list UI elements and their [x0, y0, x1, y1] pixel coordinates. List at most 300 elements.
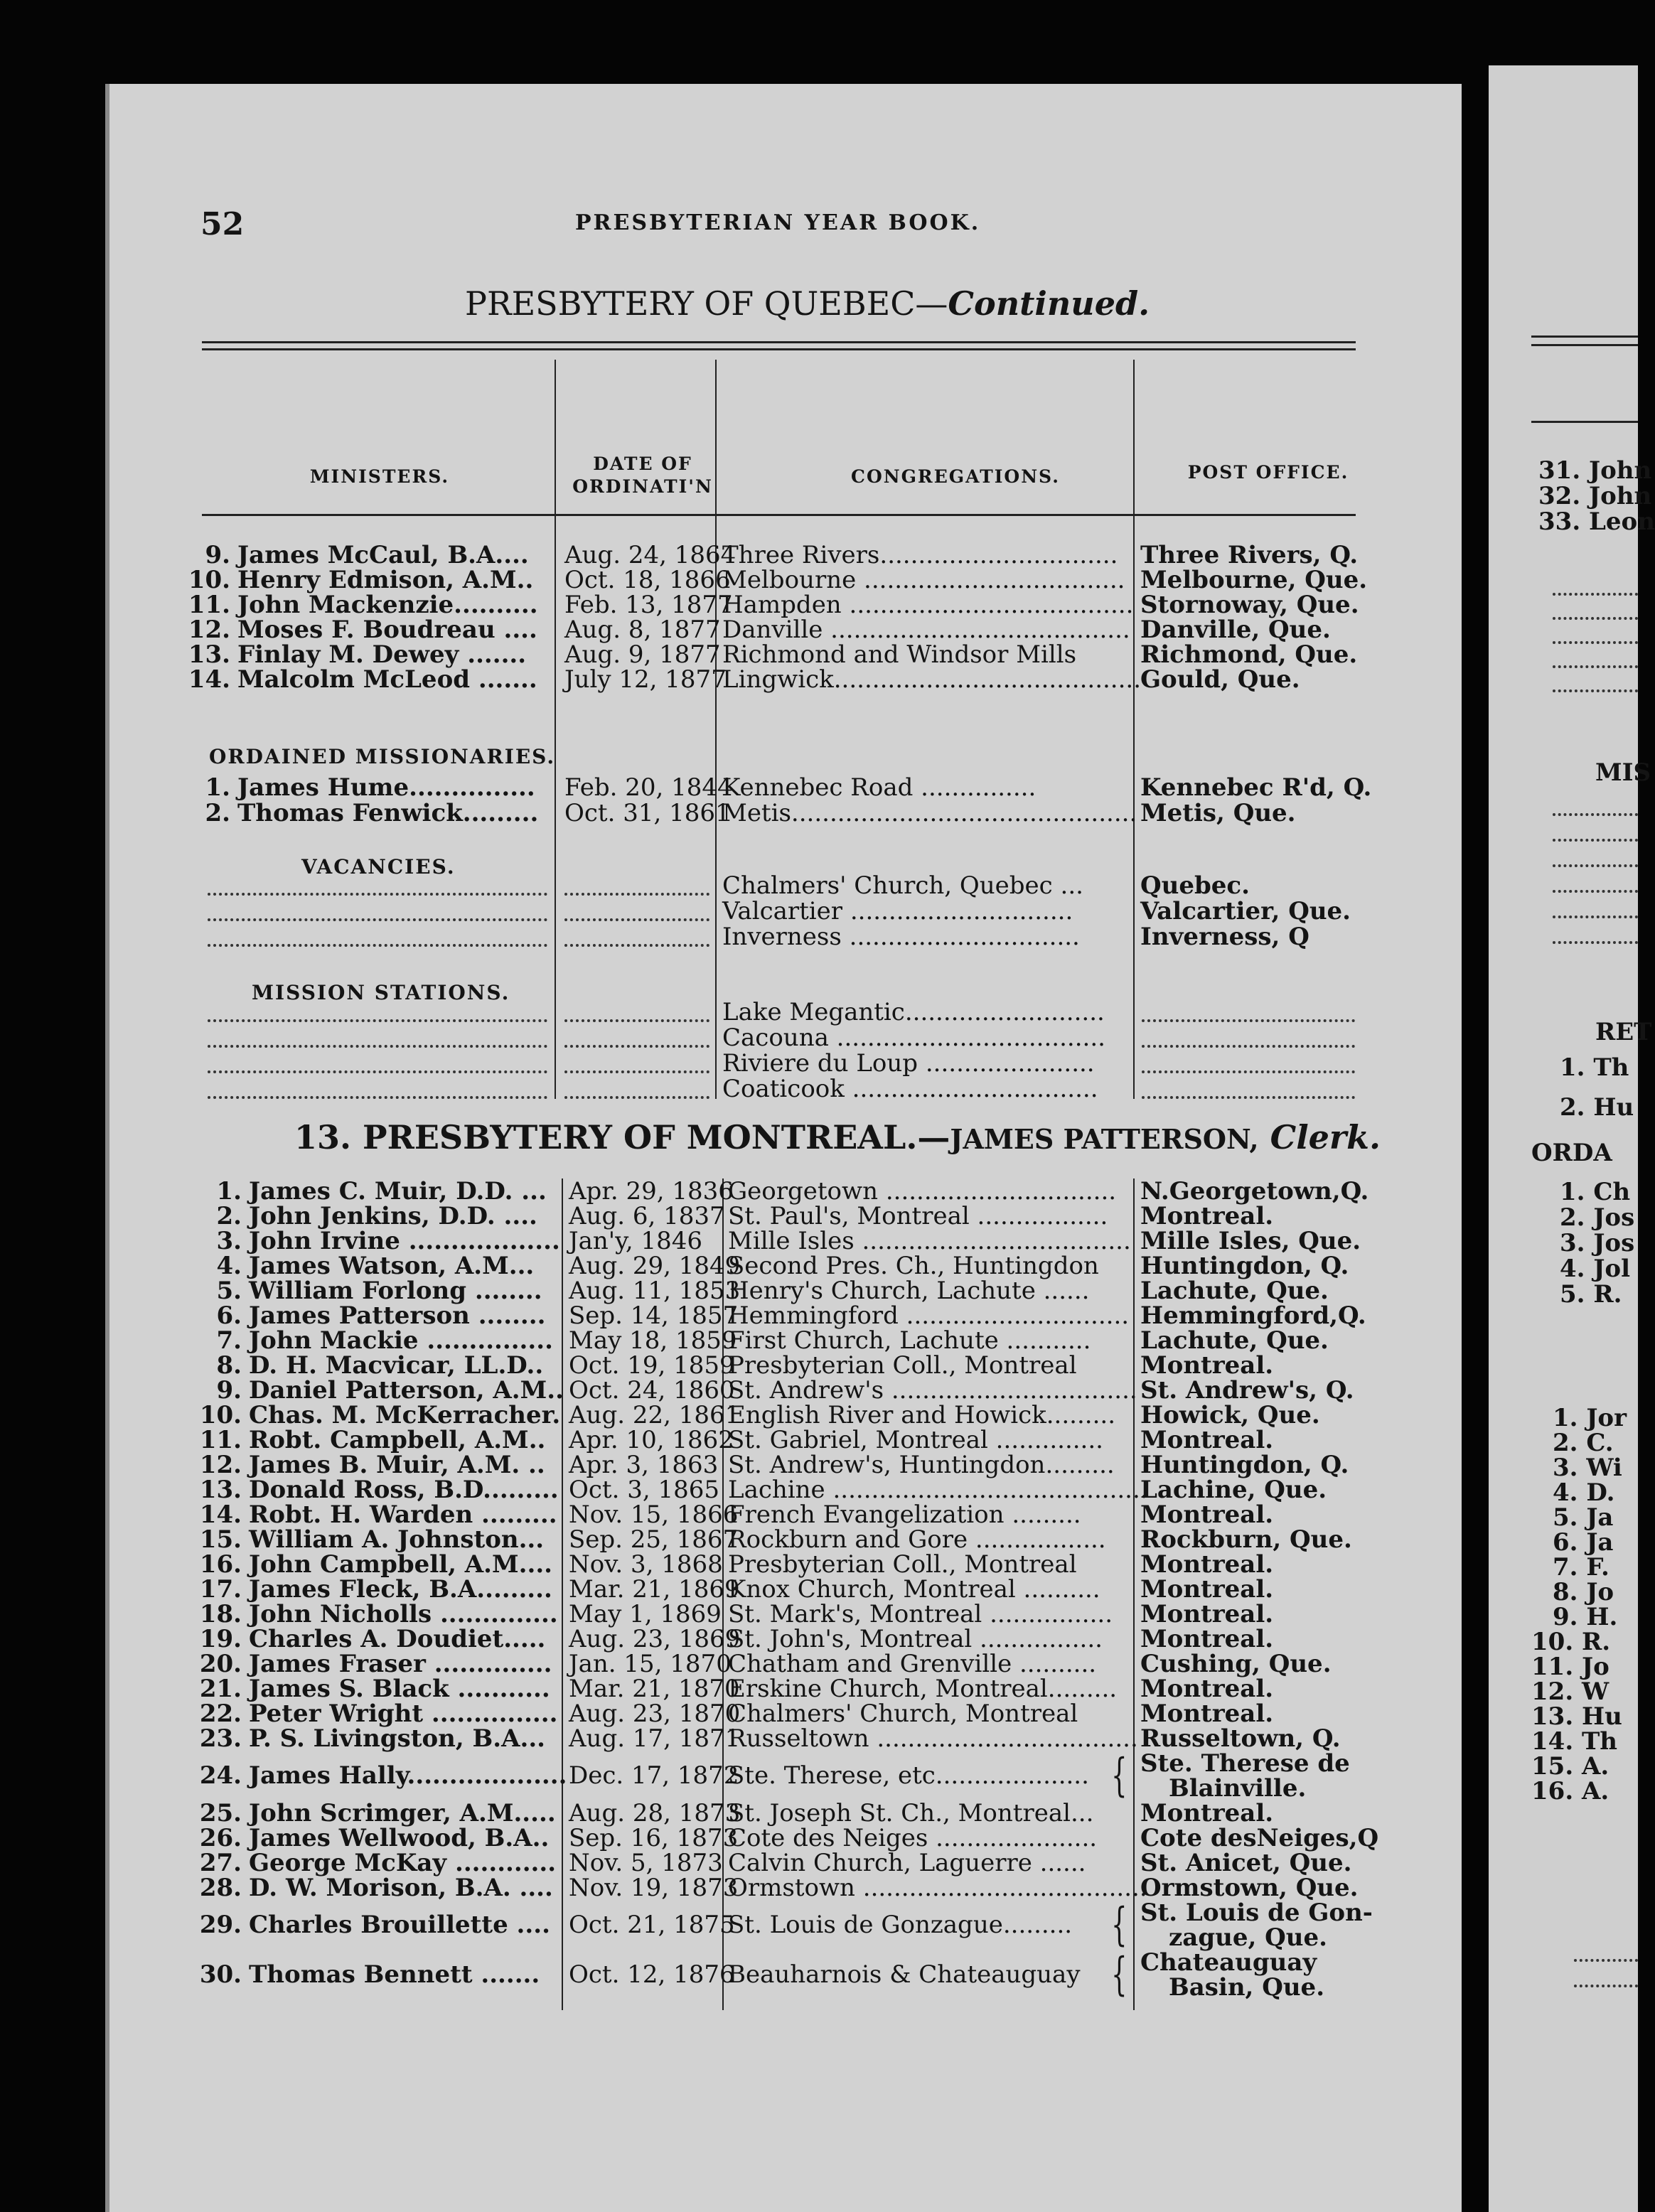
- facing-page-text: 13. Hu: [1531, 1702, 1622, 1731]
- column-divider: [555, 360, 556, 1099]
- post-office-line: Montreal.: [1140, 1550, 1274, 1579]
- dotted-leader: [1553, 614, 1638, 620]
- congregation: Lake Megantic..........................: [722, 998, 1105, 1026]
- entry-number: 11.: [199, 1426, 242, 1454]
- ordination-date: Sep. 16, 1873: [569, 1824, 739, 1852]
- post-office: [109, 1353, 1462, 1378]
- header-date-2: ORDINATI'N: [572, 476, 713, 497]
- dotted-leader: [1142, 1016, 1355, 1022]
- dotted-leader: [1553, 887, 1638, 893]
- entry-number: 2.: [216, 1202, 242, 1230]
- minister-name: James Hume...............: [237, 773, 535, 802]
- dotted-leader: [1574, 1956, 1638, 1962]
- entry-number: 10.: [199, 1401, 242, 1429]
- post-office-line: Basin, Que.: [1169, 1973, 1325, 2002]
- clerk-label: Clerk.: [1270, 1118, 1381, 1156]
- table-row: [109, 642, 1462, 667]
- congregation: Richmond and Windsor Mills: [722, 640, 1077, 669]
- minister-name: Thomas Fenwick.........: [237, 799, 539, 827]
- post-office-line: Montreal.: [1140, 1202, 1274, 1230]
- post-office: [109, 1825, 1462, 1851]
- ordination-date: Aug. 23, 1870: [569, 1700, 741, 1728]
- ordination-date: Aug. 17, 1871: [569, 1724, 741, 1753]
- post-office: Three Rivers, Q.: [1140, 541, 1359, 569]
- entry-number: 30.: [199, 1960, 242, 1989]
- post-office: [109, 1477, 1462, 1503]
- congregation: Riviere du Loup ......................: [722, 1049, 1095, 1078]
- congregation: Cote des Neiges .....................: [728, 1824, 1098, 1852]
- minister-name: James B. Muir, A.M. ..: [249, 1451, 545, 1479]
- ordination-date: Mar. 21, 1870: [569, 1675, 740, 1703]
- entry-number: 10.: [188, 566, 230, 594]
- minister-name: Robt. Campbell, A.M..: [249, 1426, 546, 1454]
- minister-name: Moses F. Boudreau ....: [237, 616, 537, 644]
- post-office: [109, 1776, 1462, 1801]
- post-office: Danville, Que.: [1140, 616, 1331, 644]
- minister-name: Daniel Patterson, A.M..: [249, 1376, 564, 1405]
- top-rule-1: [202, 341, 1356, 343]
- ordination-date: Sep. 25, 1867: [569, 1525, 739, 1554]
- congregation: Chalmers' Church, Montreal: [728, 1700, 1078, 1728]
- congregation: Coaticook ................................: [722, 1075, 1098, 1103]
- facing-page-text: 1. Jor: [1553, 1404, 1627, 1432]
- facing-rule: [1531, 421, 1638, 423]
- facing-page-text: 5. R.: [1560, 1280, 1622, 1309]
- congregation: Cacouna ...................................: [722, 1024, 1105, 1052]
- minister-name: John Scrimger, A.M.....: [249, 1799, 556, 1827]
- post-office-line: Montreal.: [1140, 1625, 1274, 1653]
- post-office: [109, 1577, 1462, 1602]
- minister-name: James Hally...................: [249, 1761, 567, 1790]
- facing-page-text: 33. Leon: [1538, 508, 1655, 536]
- entry-number: 9.: [205, 541, 230, 569]
- dotted-leader: [208, 941, 547, 947]
- ordination-date: May 18, 1859: [569, 1326, 737, 1355]
- post-office-line: Cote desNeiges,Q: [1140, 1824, 1379, 1852]
- post-office-line: Cushing, Que.: [1140, 1650, 1332, 1678]
- post-office-line: Huntingdon, Q.: [1140, 1451, 1349, 1479]
- facing-page-text: 31. John: [1538, 456, 1652, 485]
- facing-page-text: 4. Jol: [1560, 1255, 1631, 1283]
- minister-name: John Mackie ...............: [249, 1326, 553, 1355]
- post-office: [109, 1179, 1462, 1204]
- ordination-date: Oct. 19, 1859: [569, 1351, 735, 1380]
- facing-page-text: RET: [1595, 1018, 1652, 1046]
- minister-name: Donald Ross, B.D.........: [249, 1476, 559, 1504]
- ordination-date: Feb. 20, 1844: [564, 773, 733, 802]
- column-divider: [1133, 360, 1135, 1099]
- congregation: St. Joseph St. Ch., Montreal...: [728, 1799, 1094, 1827]
- facing-rule: [1531, 335, 1638, 338]
- congregation: Beauharnois & Chateauguay: [728, 1960, 1081, 1989]
- post-office: [109, 1253, 1462, 1279]
- ordination-date: Jan'y, 1846: [569, 1227, 702, 1255]
- table-row: [109, 800, 1462, 826]
- post-office: [109, 1651, 1462, 1677]
- ordination-date: Apr. 3, 1863: [569, 1451, 719, 1479]
- post-office: [109, 1626, 1462, 1652]
- entry-number: 12.: [199, 1451, 242, 1479]
- entry-number: 2.: [205, 799, 230, 827]
- dotted-leader: [1553, 810, 1638, 816]
- ordination-date: Oct. 24, 1860: [569, 1376, 735, 1405]
- entry-number: 29.: [199, 1911, 242, 1939]
- entry-number: 23.: [199, 1724, 242, 1753]
- top-rule-2: [202, 348, 1356, 350]
- entry-number: 12.: [188, 616, 230, 644]
- entry-number: 5.: [216, 1277, 242, 1305]
- table-row: [109, 617, 1462, 643]
- entry-number: 6.: [216, 1301, 242, 1330]
- dotted-leader: [208, 1093, 547, 1099]
- entry-number: 20.: [199, 1650, 242, 1678]
- congregation: Hampden .....................................: [722, 591, 1134, 619]
- post-office: [109, 1427, 1462, 1453]
- post-office-line: Montreal.: [1140, 1575, 1274, 1604]
- minister-name: George McKay ............: [249, 1849, 557, 1877]
- post-office: [109, 1228, 1462, 1254]
- entry-number: 19.: [199, 1625, 242, 1653]
- ordination-date: Aug. 11, 1853: [569, 1277, 741, 1305]
- post-office: [109, 1701, 1462, 1727]
- post-office: [109, 1975, 1462, 2000]
- dotted-leader: [208, 890, 547, 896]
- post-office: [109, 1925, 1462, 1950]
- post-office: [109, 1800, 1462, 1826]
- entry-number: 27.: [199, 1849, 242, 1877]
- congregation: Valcartier .............................: [722, 897, 1073, 925]
- entry-number: 1.: [205, 773, 230, 802]
- entry-number: 24.: [199, 1761, 242, 1790]
- entry-number: 14.: [188, 665, 230, 694]
- congregation: Lachine .........................................: [728, 1476, 1148, 1504]
- congregation: St. Mark's, Montreal ................: [728, 1600, 1113, 1628]
- congregation: English River and Howick.........: [728, 1401, 1115, 1429]
- congregation: Presbyterian Coll., Montreal: [728, 1351, 1077, 1380]
- entry-number: 18.: [199, 1600, 242, 1628]
- congregation: Presbyterian Coll., Montreal: [728, 1550, 1077, 1579]
- congregation: Henry's Church, Lachute ......: [728, 1277, 1090, 1305]
- header-congregations: CONGREGATIONS.: [851, 466, 1060, 487]
- facing-page-text: 16. A.: [1531, 1777, 1610, 1805]
- congregation: Three Rivers...............................: [722, 541, 1118, 569]
- congregation: Melbourne ..................................: [722, 566, 1125, 594]
- vacancies-label: VACANCIES.: [301, 855, 456, 879]
- post-office-line: Hemmingford,Q.: [1140, 1301, 1366, 1330]
- congregation: Knox Church, Montreal ..........: [728, 1575, 1100, 1604]
- congregation: Lingwick........................................: [722, 665, 1142, 694]
- post-office-line: Huntingdon, Q.: [1140, 1252, 1349, 1280]
- facing-page-text: 3. Jos: [1560, 1229, 1635, 1257]
- entry-number: 15.: [199, 1525, 242, 1554]
- minister-name: James S. Black ...........: [249, 1675, 550, 1703]
- dotted-leader: [1553, 638, 1638, 644]
- entry-number: 1.: [216, 1177, 242, 1206]
- facing-page-text: 1. Ch: [1560, 1178, 1631, 1206]
- header-date-1: DATE OF: [593, 453, 692, 474]
- post-office-line: Ste. Therese de: [1140, 1749, 1350, 1778]
- post-office: Melbourne, Que.: [1140, 566, 1368, 594]
- dotted-leader: [208, 1016, 547, 1022]
- congregation: Mille Isles ...................................: [728, 1227, 1131, 1255]
- post-office: [109, 1452, 1462, 1478]
- entry-number: 4.: [216, 1252, 242, 1280]
- facing-page-text: 8. Jo: [1553, 1578, 1614, 1606]
- congregation: St. John's, Montreal ................: [728, 1625, 1103, 1653]
- dotted-leader: [564, 1042, 709, 1048]
- table-row: [109, 567, 1462, 593]
- ordination-date: Nov. 5, 1873: [569, 1849, 723, 1877]
- post-office-line: Mille Isles, Que.: [1140, 1227, 1361, 1255]
- clerk-name: JAMES PATTERSON,: [950, 1123, 1259, 1155]
- minister-name: John Irvine ..................: [249, 1227, 560, 1255]
- mission-stations-label: MISSION STATIONS.: [252, 981, 510, 1004]
- ordination-date: Aug. 9, 1877: [564, 640, 721, 669]
- congregation: Erskine Church, Montreal.........: [728, 1675, 1118, 1703]
- post-office: Inverness, Q: [1140, 923, 1309, 951]
- page-number: 52: [200, 206, 245, 242]
- dotted-leader: [208, 1042, 547, 1048]
- ordination-date: Mar. 21, 1869: [569, 1575, 740, 1604]
- minister-name: Thomas Bennett .......: [249, 1960, 540, 1989]
- post-office: [109, 1278, 1462, 1304]
- post-office-line: Blainville.: [1169, 1774, 1307, 1803]
- post-office: [109, 1303, 1462, 1328]
- entry-number: 26.: [199, 1824, 242, 1852]
- congregation: Chalmers' Church, Quebec ...: [722, 871, 1083, 900]
- ordination-date: Nov. 15, 1866: [569, 1500, 739, 1529]
- minister-name: James Watson, A.M...: [249, 1252, 535, 1280]
- post-office-line: Rockburn, Que.: [1140, 1525, 1352, 1554]
- ordination-date: Oct. 3, 1865: [569, 1476, 719, 1504]
- post-office-line: Lachine, Que.: [1140, 1476, 1327, 1504]
- post-office-line: N.Georgetown,Q.: [1140, 1177, 1369, 1206]
- minister-name: John Jenkins, D.D. ....: [249, 1202, 537, 1230]
- ordination-date: Sep. 14, 1857: [569, 1301, 739, 1330]
- entry-number: 28.: [199, 1874, 242, 1902]
- entry-number: 13.: [199, 1476, 242, 1504]
- post-office: [109, 1676, 1462, 1702]
- post-office: Richmond, Que.: [1140, 640, 1358, 669]
- post-office: [109, 1328, 1462, 1353]
- facing-page-text: 10. R.: [1531, 1628, 1611, 1656]
- montreal-heading: [294, 1118, 1381, 1156]
- ordination-date: Aug. 22, 1861: [569, 1401, 741, 1429]
- ordination-date: Oct. 18, 1866: [564, 566, 731, 594]
- minister-name: William Forlong ........: [249, 1277, 542, 1305]
- dotted-leader: [564, 1068, 709, 1073]
- post-office-line: Montreal.: [1140, 1600, 1274, 1628]
- congregation: Metis.............................................: [722, 799, 1137, 827]
- column-divider: [715, 360, 717, 1099]
- title-main: PRESBYTERY OF QUEBEC—: [465, 284, 948, 323]
- congregation: Ste. Therese, etc....................: [728, 1761, 1089, 1790]
- post-office: [109, 1726, 1462, 1751]
- congregation: Russeltown ..................................: [728, 1724, 1138, 1753]
- entry-number: 22.: [199, 1700, 242, 1728]
- dotted-leader: [208, 1068, 547, 1073]
- congregation: Chatham and Grenville ..........: [728, 1650, 1097, 1678]
- ordination-date: Apr. 10, 1862: [569, 1426, 734, 1454]
- entry-number: 21.: [199, 1675, 242, 1703]
- post-office-line: St. Anicet, Que.: [1140, 1849, 1352, 1877]
- facing-page-text: 2. Jos: [1560, 1203, 1635, 1232]
- ordination-date: Oct. 21, 1875: [569, 1911, 735, 1939]
- facing-page-text: 12. W: [1531, 1677, 1610, 1706]
- brace-glyph: {: [1111, 1948, 1128, 2001]
- post-office-line: Russeltown, Q.: [1140, 1724, 1341, 1753]
- minister-name: D. H. Macvicar, LL.D..: [249, 1351, 544, 1380]
- dotted-leader: [1142, 1093, 1355, 1099]
- minister-name: Malcolm McLeod .......: [237, 665, 537, 694]
- dotted-leader: [1553, 913, 1638, 918]
- post-office: [109, 1900, 1462, 1926]
- dotted-leader: [1553, 836, 1638, 842]
- montreal-heading-text: 13. PRESBYTERY OF MONTREAL.—: [294, 1118, 950, 1156]
- ordination-date: Nov. 19, 1873: [569, 1874, 739, 1902]
- ordained-missionaries-label: ORDAINED MISSIONARIES.: [209, 745, 556, 768]
- entry-number: 17.: [199, 1575, 242, 1604]
- post-office-line: Montreal.: [1140, 1351, 1274, 1380]
- congregation: First Church, Lachute ...........: [728, 1326, 1091, 1355]
- congregation: Ormstown .....................................: [728, 1874, 1147, 1902]
- post-office: [109, 1527, 1462, 1552]
- facing-page-text: 1. Th: [1560, 1053, 1629, 1082]
- ordination-date: May 1, 1869: [569, 1600, 722, 1628]
- table-row: [109, 667, 1462, 692]
- facing-page-text: 3. Wi: [1553, 1454, 1622, 1482]
- post-office: [109, 1950, 1462, 1975]
- post-office-line: Lachute, Que.: [1140, 1277, 1329, 1305]
- congregation: St. Andrew's, Huntingdon.........: [728, 1451, 1115, 1479]
- post-office-line: Montreal.: [1140, 1500, 1274, 1529]
- minister-name: James Fraser ..............: [249, 1650, 552, 1678]
- post-office: Kennebec R'd, Q.: [1140, 773, 1372, 802]
- post-office-line: St. Louis de Gon-: [1140, 1899, 1373, 1927]
- facing-page-text: 9. H.: [1553, 1603, 1618, 1631]
- post-office: [109, 1850, 1462, 1876]
- brace-glyph: {: [1111, 1749, 1128, 1802]
- facing-page-text: 32. John: [1538, 482, 1652, 510]
- congregation: Calvin Church, Laguerre ......: [728, 1849, 1086, 1877]
- post-office: Gould, Que.: [1140, 665, 1300, 694]
- entry-number: 9.: [216, 1376, 242, 1405]
- post-office: [109, 1552, 1462, 1577]
- minister-name: William A. Johnston...: [249, 1525, 545, 1554]
- dotted-leader: [564, 941, 709, 947]
- dotted-leader: [1142, 1068, 1355, 1073]
- ordination-date: Oct. 31, 1861: [564, 799, 731, 827]
- minister-name: Charles A. Doudiet.....: [249, 1625, 546, 1653]
- congregation: St. Louis de Gonzague.........: [728, 1911, 1073, 1939]
- post-office-line: St. Andrew's, Q.: [1140, 1376, 1354, 1405]
- congregation: Kennebec Road ...............: [722, 773, 1037, 802]
- congregation: St. Gabriel, Montreal ..............: [728, 1426, 1103, 1454]
- congregation: St. Andrew's ................................: [728, 1376, 1137, 1405]
- minister-name: James Patterson ........: [249, 1301, 546, 1330]
- page-title: [465, 284, 1150, 323]
- ordination-date: Aug. 8, 1877: [564, 616, 721, 644]
- post-office: Quebec.: [1140, 871, 1250, 900]
- ordination-date: July 12, 1877: [564, 665, 727, 694]
- post-office-line: zague, Que.: [1169, 1923, 1327, 1952]
- facing-page-text: 6. Ja: [1553, 1528, 1614, 1557]
- entry-number: 11.: [188, 591, 230, 619]
- ordination-date: Feb. 13, 1877: [564, 591, 733, 619]
- ordination-date: Aug. 29, 1849: [569, 1252, 741, 1280]
- congregation: French Evangelization .........: [728, 1500, 1081, 1529]
- header-ministers: MINISTERS.: [309, 466, 450, 487]
- dotted-leader: [1553, 662, 1638, 668]
- congregation: St. Paul's, Montreal .................: [728, 1202, 1108, 1230]
- ordination-date: Jan. 15, 1870: [569, 1650, 732, 1678]
- entry-number: 3.: [216, 1227, 242, 1255]
- facing-page-text: 2. Hu: [1560, 1093, 1634, 1122]
- minister-name: John Nicholls ..............: [249, 1600, 558, 1628]
- ordination-date: Aug. 23, 1869: [569, 1625, 741, 1653]
- entry-number: 13.: [188, 640, 230, 669]
- dotted-leader: [1142, 1042, 1355, 1048]
- minister-name: Finlay M. Dewey .......: [237, 640, 527, 669]
- minister-name: John Mackenzie..........: [237, 591, 538, 619]
- ordination-date: Aug. 28, 1873: [569, 1799, 741, 1827]
- congregation: Georgetown ..............................: [728, 1177, 1117, 1206]
- post-office-line: Lachute, Que.: [1140, 1326, 1329, 1355]
- entry-number: 14.: [199, 1500, 242, 1529]
- dotted-leader: [564, 890, 709, 896]
- minister-name: James C. Muir, D.D. ...: [249, 1177, 547, 1206]
- congregation: Hemmingford .............................: [728, 1301, 1130, 1330]
- minister-name: James Fleck, B.A.........: [249, 1575, 552, 1604]
- facing-page-text: 15. A.: [1531, 1752, 1610, 1781]
- minister-name: John Campbell, A.M....: [249, 1550, 552, 1579]
- running-head: PRESBYTERIAN YEAR BOOK.: [575, 210, 981, 235]
- title-continued: Continued.: [948, 284, 1150, 323]
- post-office-line: Montreal.: [1140, 1426, 1274, 1454]
- congregation: Second Pres. Ch., Huntingdon: [728, 1252, 1099, 1280]
- dotted-leader: [1553, 938, 1638, 944]
- post-office: [109, 1875, 1462, 1901]
- minister-name: James Wellwood, B.A..: [249, 1824, 550, 1852]
- dotted-leader: [208, 916, 547, 921]
- table-row: [109, 775, 1462, 800]
- facing-page-text: ORDA: [1531, 1139, 1612, 1167]
- congregation: Danville .......................................: [722, 616, 1130, 644]
- ordination-date: Apr. 29, 1836: [569, 1177, 734, 1206]
- dotted-leader: [1574, 1982, 1638, 1987]
- minister-name: P. S. Livingston, B.A...: [249, 1724, 545, 1753]
- post-office: [109, 1502, 1462, 1528]
- minister-name: Robt. H. Warden .........: [249, 1500, 557, 1529]
- minister-name: Chas. M. McKerracher.: [249, 1401, 561, 1429]
- facing-page-text: 2. C.: [1553, 1429, 1614, 1457]
- dotted-leader: [564, 1016, 709, 1022]
- facing-rule: [1531, 344, 1638, 346]
- facing-page-text: 5. Ja: [1553, 1503, 1614, 1532]
- entry-number: 7.: [216, 1326, 242, 1355]
- post-office: Stornoway, Que.: [1140, 591, 1359, 619]
- dotted-leader: [564, 1093, 709, 1099]
- facing-page-text: 11. Jo: [1531, 1653, 1610, 1681]
- book-page: [105, 84, 1462, 2212]
- congregation: Inverness ..............................: [722, 923, 1080, 951]
- post-office: Metis, Que.: [1140, 799, 1296, 827]
- minister-name: Henry Edmison, A.M..: [237, 566, 534, 594]
- dotted-leader: [564, 916, 709, 921]
- facing-page-text: 4. D.: [1553, 1478, 1615, 1507]
- post-office: [109, 1402, 1462, 1428]
- post-office: [109, 1751, 1462, 1776]
